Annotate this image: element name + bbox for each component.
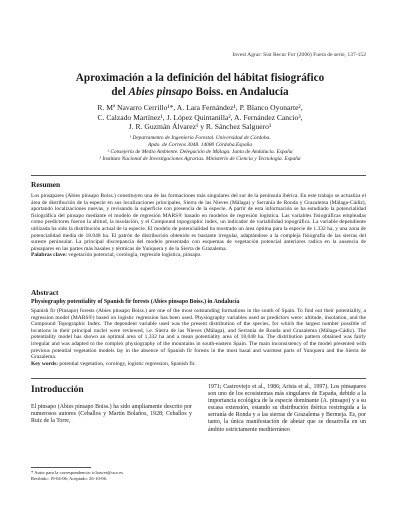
abstract-body: Spanish fir (Pinsapo) forests (Abies pinsapo Boiss.) are one of the most outstanding formations in the south of Spain. To find out their potentiality, a regression model (MARS®) based on logistic regression has been used. Physiography variables used as predictors were: altitude, insolation, and the Compound Topographic Index. The dependent variable used was the present distribution of the species, for which the largest number possible of locations in their principal nuclei were reviewed, i.e. Sierra de las Nieves (Málaga), and Serranía de Ronda and Grazalema (Málaga-Cádiz). The potentiality model has shown an optimal area of 1,332 ha and a mean potentiality area of 18,048 ha. The distribution pattern obtained was fairly irregular and was adapted to the complex physiography of the mountains in south-eastern Spain. The main inconsistency of the model presented with previous potential vegetation models lay in the absence of Spanish fir forests in the most basal and warmest parts of Yunquera and the Sierra de Grazalema. xyxy=(31,308,366,361)
section-divider xyxy=(31,175,366,176)
abstract-text xyxy=(31,308,366,367)
keywords-text: potential vegetation, corology, logistic regression, Spanish fir. xyxy=(58,360,196,367)
footnote xyxy=(31,470,192,482)
title-suffix: Boiss. en Andalucía xyxy=(192,85,289,98)
affiliation-line: ² Consejería de Medio Ambiente. Delegación de Málaga. Junta de Andalucía. España xyxy=(107,148,293,155)
footnote-divider xyxy=(31,467,91,468)
title-prefix: del xyxy=(111,85,129,98)
abstract-keywords xyxy=(31,361,366,368)
keywords-label: Palabras clave: xyxy=(31,252,67,259)
introduction-heading: Introducción xyxy=(31,385,84,395)
intro-left-text: El pinsapo (Abies pinsapo Boiss.) ha sido ampliamente descrito por numerosos autores (Ceballos y Martín Bolaños, 1928; Ceballos y Ruiz de la Torre, xyxy=(31,404,192,425)
title-line-1: Aproximación a la definición del hábitat fisiográfico xyxy=(75,72,325,84)
author-line: C. Calzado Martínez¹, J. López Quintanilla², A. Fernández Cancio³, xyxy=(97,112,303,122)
resumen-text xyxy=(31,193,366,259)
title-species: Abies pinsapo xyxy=(128,85,193,98)
intro-right-text: 1971; Castroviejo et al., 1986; Arista et al., 1997). Los pinsapares son uno de los ecosistemas más singulares de España, debido a la importancia ecológica de la especie dominante (A. pinsapo) y a su escasa extensión, estando su distribución ibérica restringida a la serranía de Ronda y a las sierras de Grazalema y Bermeja. Es, por tanto, la única manifestación de abetar que se desarrolla en un ámbito estrictamente mediterráneo xyxy=(208,384,366,433)
author-line: J. R. Guzmán Álvarez¹ y R. Sánchez Salguero¹ xyxy=(128,122,272,132)
affiliation-line: ³ Instituto Nacional de Investigaciones Agrarias. Ministerio de Ciencia y Tecnología. España xyxy=(99,155,301,162)
affiliation-line: Apdo. de Correos 3048. 14080 Córdoba.España xyxy=(147,141,253,148)
resumen-heading: Resumen xyxy=(31,180,61,189)
footnote-correspondence: * Autor para la correspondencia: ir1nacer@uco.es xyxy=(31,470,123,475)
keywords-label: Key words: xyxy=(31,360,59,367)
footnote-dates: Recibido: 19-04-06; Aceptado: 26-10-06. xyxy=(31,475,108,481)
author-line: R. Mª Navarro Cerrillo¹*, A. Lara Fernández¹, P. Blanco Oyonarte², xyxy=(97,103,303,112)
author-list xyxy=(40,103,360,132)
paper-title xyxy=(40,72,360,99)
journal-citation: Invest Agrar: Sist Recur For (2006) Fuera de serie, 137-152 xyxy=(232,52,366,58)
resumen-body: Los pinsapares (Abies pinsapo Boiss.) constituyen una de las formaciones más singulares del sur de la península ibérica. En este trabajo se actualiza el área de distribución de la especie en sus localizaciones principales, Sierra de las Nieves (Málaga) y Serranía de Ronda y Grazalema (Málaga-Cádiz), aportando localizaciones nuevas, y revisando la superficie con presencia de la especie. A partir de esta información se ha estudiado la potencialidad fisiográfica del pinsapo mediante el modelo de regresión MARS® basado en modelos de regresión logística. Las variables fisiográficas empleadas como predictores fueron la altitud, la insolación, y el Compound topographic index, un indicador de variabilidad topográfica. La variable dependiente utilizada ha sido la distribución actual de la especie. El modelo de potencialidad ha mostrado un área óptima para la especie de 1.332 ha, y una zona de potencialidad media de 18.048 ha. El patrón de distribución obtenido es bastante irregular, adaptándose a la compleja fisiografía de las sierras del sureste peninsular. La principal discrepancia del modelo presentado con esquemas de vegetación potencial anteriores radica en la ausencia de pinsapares en las partes más basales y térmicas de Yunquera y de la Sierra de Grazalema. xyxy=(31,193,366,252)
section-divider xyxy=(31,378,366,379)
intro-left-column xyxy=(31,404,192,425)
affiliation-list xyxy=(40,135,360,163)
title-line-2 xyxy=(40,86,360,100)
resumen-keywords xyxy=(31,252,366,259)
keywords-text: vegetación potencial, corología, regresión logística, pinsapo. xyxy=(66,252,202,259)
affiliation-line: ¹ Departamento de Ingeniería Forestal. Universidad de Córdoba. xyxy=(129,135,271,141)
abstract-subtitle: Physiography potentiality of Spanish fir forests (Abies pinsapo Boiss.) in Andalucía xyxy=(31,299,240,305)
intro-right-column xyxy=(208,384,366,434)
abstract-heading: Abstract xyxy=(31,288,59,297)
